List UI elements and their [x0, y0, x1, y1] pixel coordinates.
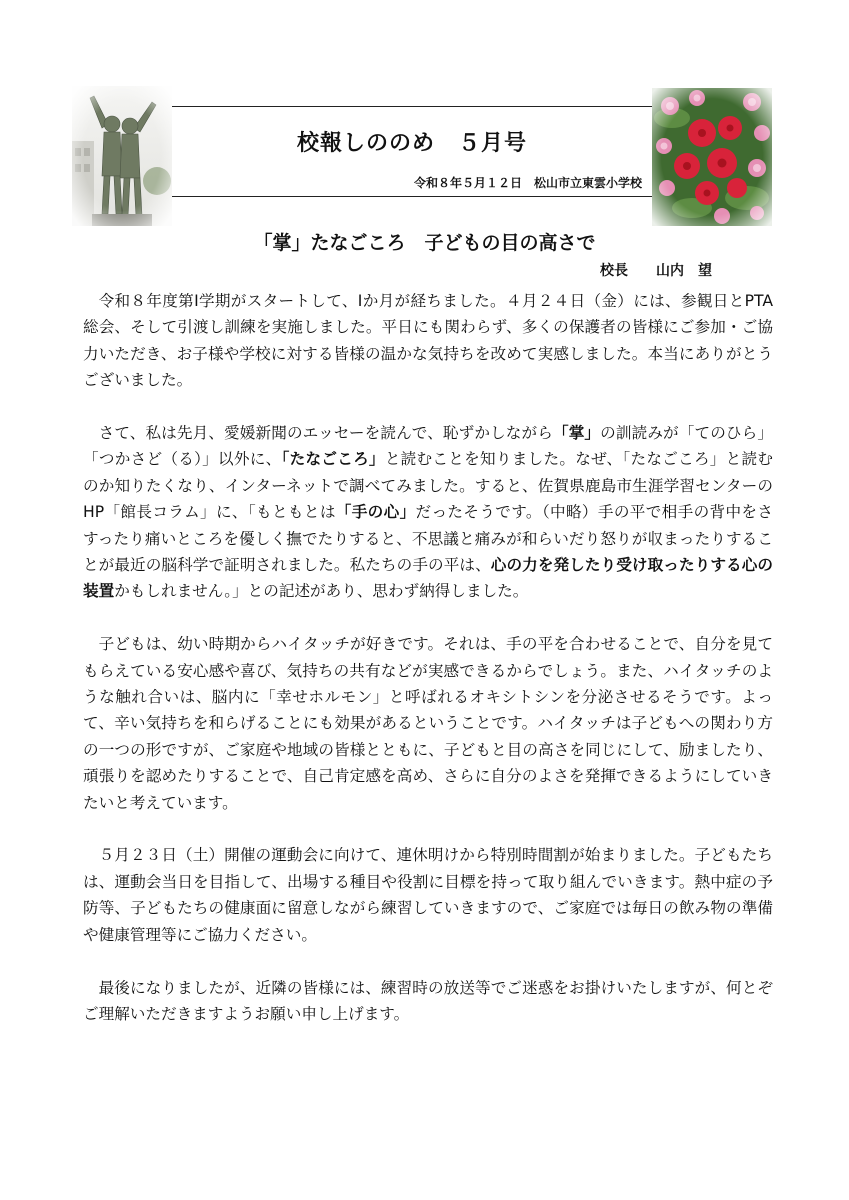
statue-photo [72, 86, 172, 226]
article-author: 校長 山内 望 [600, 263, 712, 279]
paragraph-2-text-e: かもしれません。」との記述があり、思わず納得しました。 [114, 582, 529, 601]
paragraph-2-emphasis-d: 心の力を発したり受け取ったりする心の装置 [83, 556, 773, 601]
paragraph-5: 最後になりましたが、近隣の皆様には、練習時の放送等でご迷惑をお掛けいたしますが、何とぞご理解いただきますようお願い申し上げます。 [83, 978, 773, 1023]
paragraph-2 [83, 420, 773, 605]
article-body [83, 288, 773, 1027]
flowers-photo [652, 88, 772, 226]
paragraph-4: ５月２３日（土）開催の運動会に向けて、連休明けから特別時間割が始まりました。子どもたちは、運動会当日を目指して、出場する種目や役割に目標を持って取り組んでいきます。熱中症の予防等、子どもたちの健康面に留意しながら練習していきますので、ご家庭では毎日の飲み物の準備や健康管理等にご協力ください。 [83, 846, 773, 944]
paragraph-2-emphasis-a: 「掌」 [552, 424, 601, 443]
paragraph-2-text-a: さて、私は先月、愛媛新聞のエッセーを読んで、恥ずかしながら [98, 424, 553, 443]
header-bottom-rule [172, 196, 652, 197]
paragraph-2-emphasis-b: 「たなごころ」 [281, 450, 385, 469]
paragraph-2-text-b: の訓読みが「てのひら」「つかさど（る）」以外に、 [83, 424, 773, 469]
newsletter-title: 校報しののめ ５月号 [296, 131, 527, 156]
paragraph-3: 子どもは、幼い時期からハイタッチが好きです。それは、手の平を合わせることで、自分を見てもらえている安心感や喜び、気持ちの共有などが実感できるからでしょう。また、ハイタッチのような触れ合いは、脳内に「幸せホルモン」と呼ばれるオキシトシンを分泌させるそうです。よって、辛い気持ちを和らげることにも効果があるということです。ハイタッチは子どもへの関わり方の一つの形ですが、ご家庭や地域の皆様とともに、子どもと目の高さを同じにして、励ましたり、頑張りを認めたりすることで、自己肯定感を高め、さらに自分のよさを発揮できるようにしていきたいと考えています。 [83, 635, 773, 812]
paragraph-2-emphasis-c: 「手の心」 [335, 503, 416, 522]
article-title: 「掌」たなごころ 子どもの目の高さで [253, 232, 596, 254]
paragraph-2-text-c: と読むことを知りました。なぜ、「たなごころ」と読むのか知りたくなり、インターネットで調べてみました。すると、佐賀県鹿島市生涯学習センターの HP「館長コラム」に、「もともとは [83, 450, 774, 522]
statue-image [72, 86, 172, 226]
header-top-rule [172, 106, 652, 107]
issue-date-line: 令和８年５月１２日 松山市立東雲小学校 [413, 176, 642, 190]
paragraph-1: 令和８年度第Ⅰ学期がスタートして、Ⅰか月が経ちました。４月２４日（金）には、参観日とPTA総会、そして引渡し訓練を実施しました。平日にも関わらず、多くの保護者の皆様にご参加・ご協力いただき、お子様や学校に対する皆様の温かな気持ちを改めて実感しました。本当にありがとうございました。 [83, 292, 773, 390]
flowers-image [652, 88, 772, 226]
paragraph-2-text-d: だったそうです。（中略）手の平で相手の背中をさすったり痛いところを優しく撫でたりすると、不思議と痛みが和らいだり怒りが収まったりすることが最近の脳科学で証明されました。私たちの手の平は、 [83, 503, 773, 575]
newsletter-header [72, 86, 772, 231]
